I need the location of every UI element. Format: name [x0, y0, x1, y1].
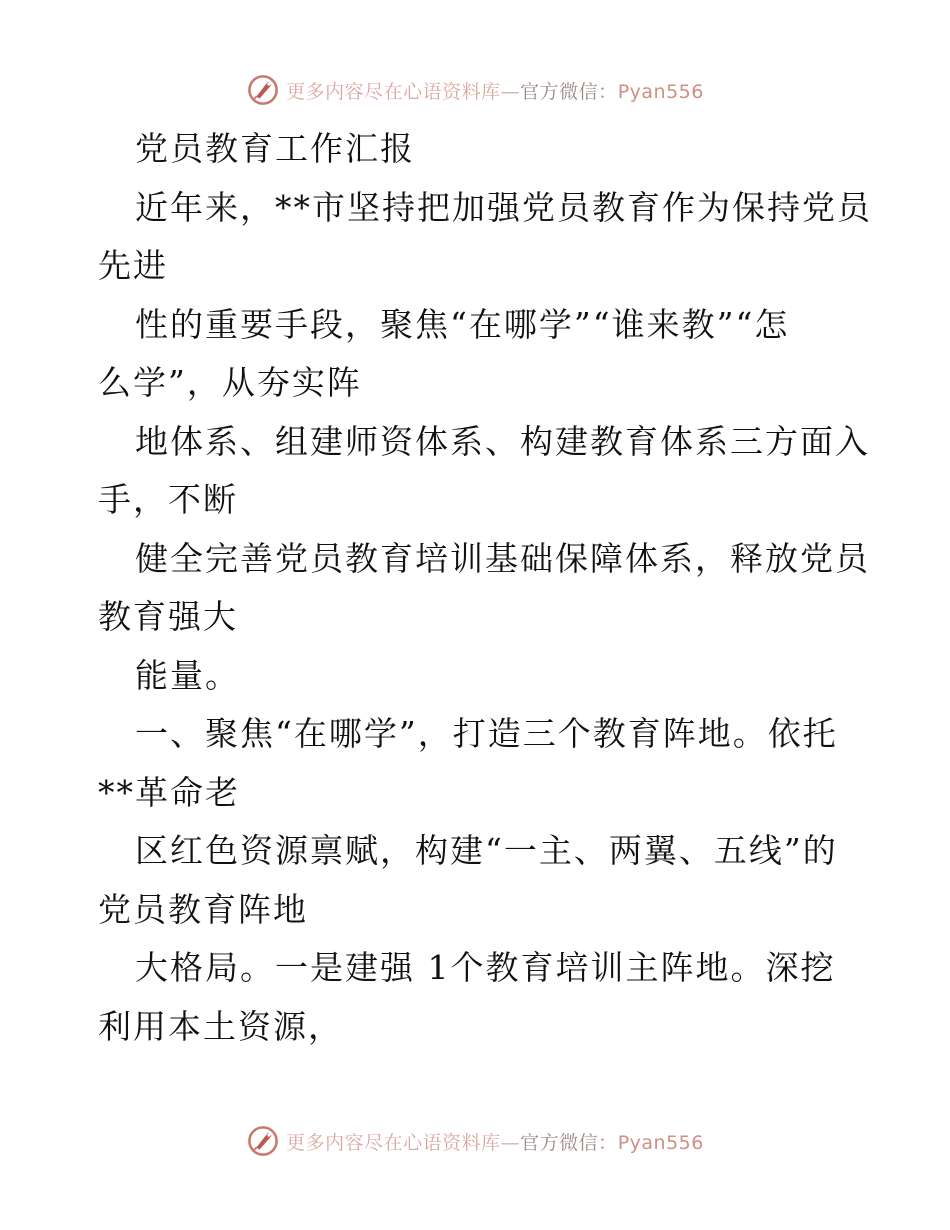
- header-watermark: [0, 70, 950, 110]
- footer-watermark: [0, 1121, 950, 1161]
- text-line: 手，不断: [98, 480, 238, 519]
- text-line: 么学”，从夯实阵: [98, 363, 362, 402]
- text-line: 性的重要手段，聚焦“在哪学”“谁来教”“怎: [135, 304, 790, 344]
- text-line: 大格局。一是建强 1个教育培训主阵地。深挖: [135, 948, 836, 987]
- document-body: [98, 120, 872, 1056]
- text-line: 教育强大: [98, 597, 238, 636]
- section-heading-line: 一、聚焦“在哪学”，打造三个教育阵地。依托: [135, 714, 838, 753]
- text-line: 利用本土资源，: [98, 1006, 343, 1046]
- pen-nib-logo-icon: [246, 73, 280, 107]
- text-line: 地体系、组建师资体系、构建教育体系三方面入: [135, 421, 870, 461]
- text-line: 近年来，**市坚持把加强党员教育作为保持党员: [135, 187, 872, 227]
- text-line: 区红色资源禀赋，构建“一主、两翼、五线”的: [135, 831, 838, 870]
- text-line: 健全完善党员教育培训基础保障体系，释放党员: [135, 538, 870, 578]
- watermark-text: 更多内容尽在心语资料库—官方微信：Pyan556: [286, 80, 704, 103]
- text-line: 先进: [98, 246, 168, 285]
- text-line: **革命老: [98, 772, 240, 812]
- watermark-text: 更多内容尽在心语资料库—官方微信：Pyan556: [286, 1131, 704, 1154]
- text-line: 能量。: [135, 655, 240, 695]
- text-line: 党员教育阵地: [98, 889, 308, 929]
- document-title: 党员教育工作汇报: [135, 129, 415, 168]
- pen-nib-logo-icon: [246, 1124, 280, 1158]
